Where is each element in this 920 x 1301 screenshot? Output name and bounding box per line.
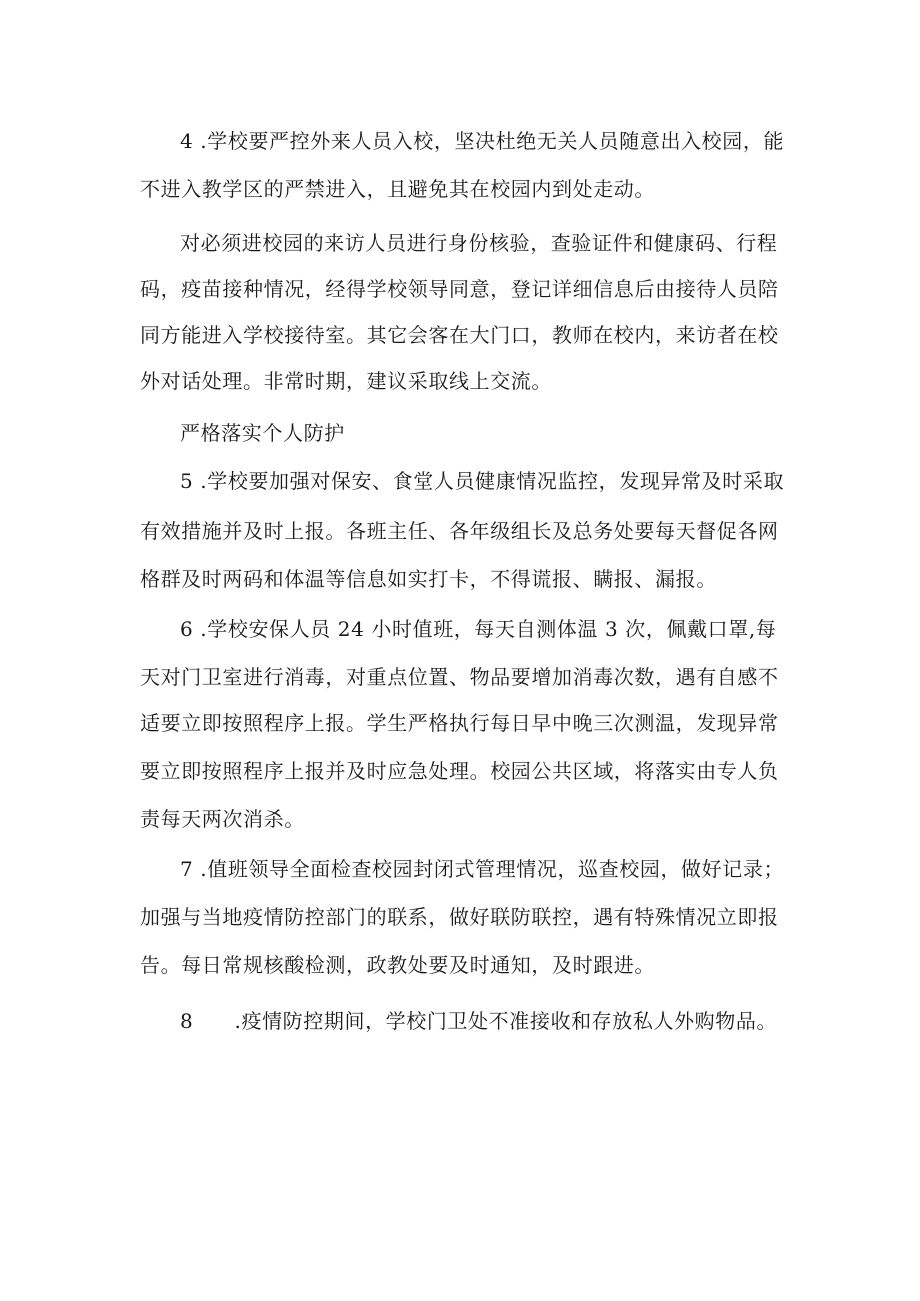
text-line: 告。每日常规核酸检测，政教处要及时通知，及时跟进。: [140, 953, 655, 977]
text-line: 责每天两次消杀。: [140, 807, 305, 831]
text-line: 4 .学校要严控外来人员入校，坚决杜绝无关人员随意出入校园，能: [180, 129, 785, 153]
text-line: 格群及时两码和体温等信息如实打卡，不得谎报、瞒报、漏报。: [140, 567, 717, 591]
text-line: 同方能进入学校接待室。其它会客在大门口，教师在校内，来访者在校: [140, 323, 779, 347]
text-line: 8 .疫情防控期间，学校门卫处不准接收和存放私人外购物品。: [180, 1009, 778, 1033]
text-line: 外对话处理。非常时期，建议采取线上交流。: [140, 369, 552, 393]
text-line: 有效措施并及时上报。各班主任、各年级组长及总务处要每天督促各网: [140, 519, 779, 543]
text-line: 不进入教学区的严禁进入，且避免其在校园内到处走动。: [140, 177, 655, 201]
text-line: 5 .学校要加强对保安、食堂人员健康情况监控，发现异常及时采取: [180, 469, 785, 493]
text-line: 要立即按照程序上报并及时应急处理。校园公共区域，将落实由专人负: [140, 759, 779, 783]
text-line: 对必须进校园的来访人员进行身份核验，查验证件和健康码、行程: [180, 231, 778, 255]
text-line: 码，疫苗接种情况，经得学校领导同意，登记详细信息后由接待人员陪: [140, 277, 779, 301]
text-line: 6 .学校安保人员 24 小时值班，每天自测体温 3 次，佩戴口罩,每: [180, 617, 777, 641]
text-line: 适要立即按照程序上报。学生严格执行每日早中晚三次测温，发现异常: [140, 711, 779, 735]
text-line: 加强与当地疫情防控部门的联系，做好联防联控，遇有特殊情况立即报: [140, 905, 779, 929]
text-line: 7 .值班领导全面检查校园封闭式管理情况，巡查校园，做好记录；: [180, 857, 785, 881]
section-heading: 严格落实个人防护: [180, 421, 345, 445]
text-line: 天对门卫室进行消毒，对重点位置、物品要增加消毒次数，遇有自感不: [140, 665, 779, 689]
